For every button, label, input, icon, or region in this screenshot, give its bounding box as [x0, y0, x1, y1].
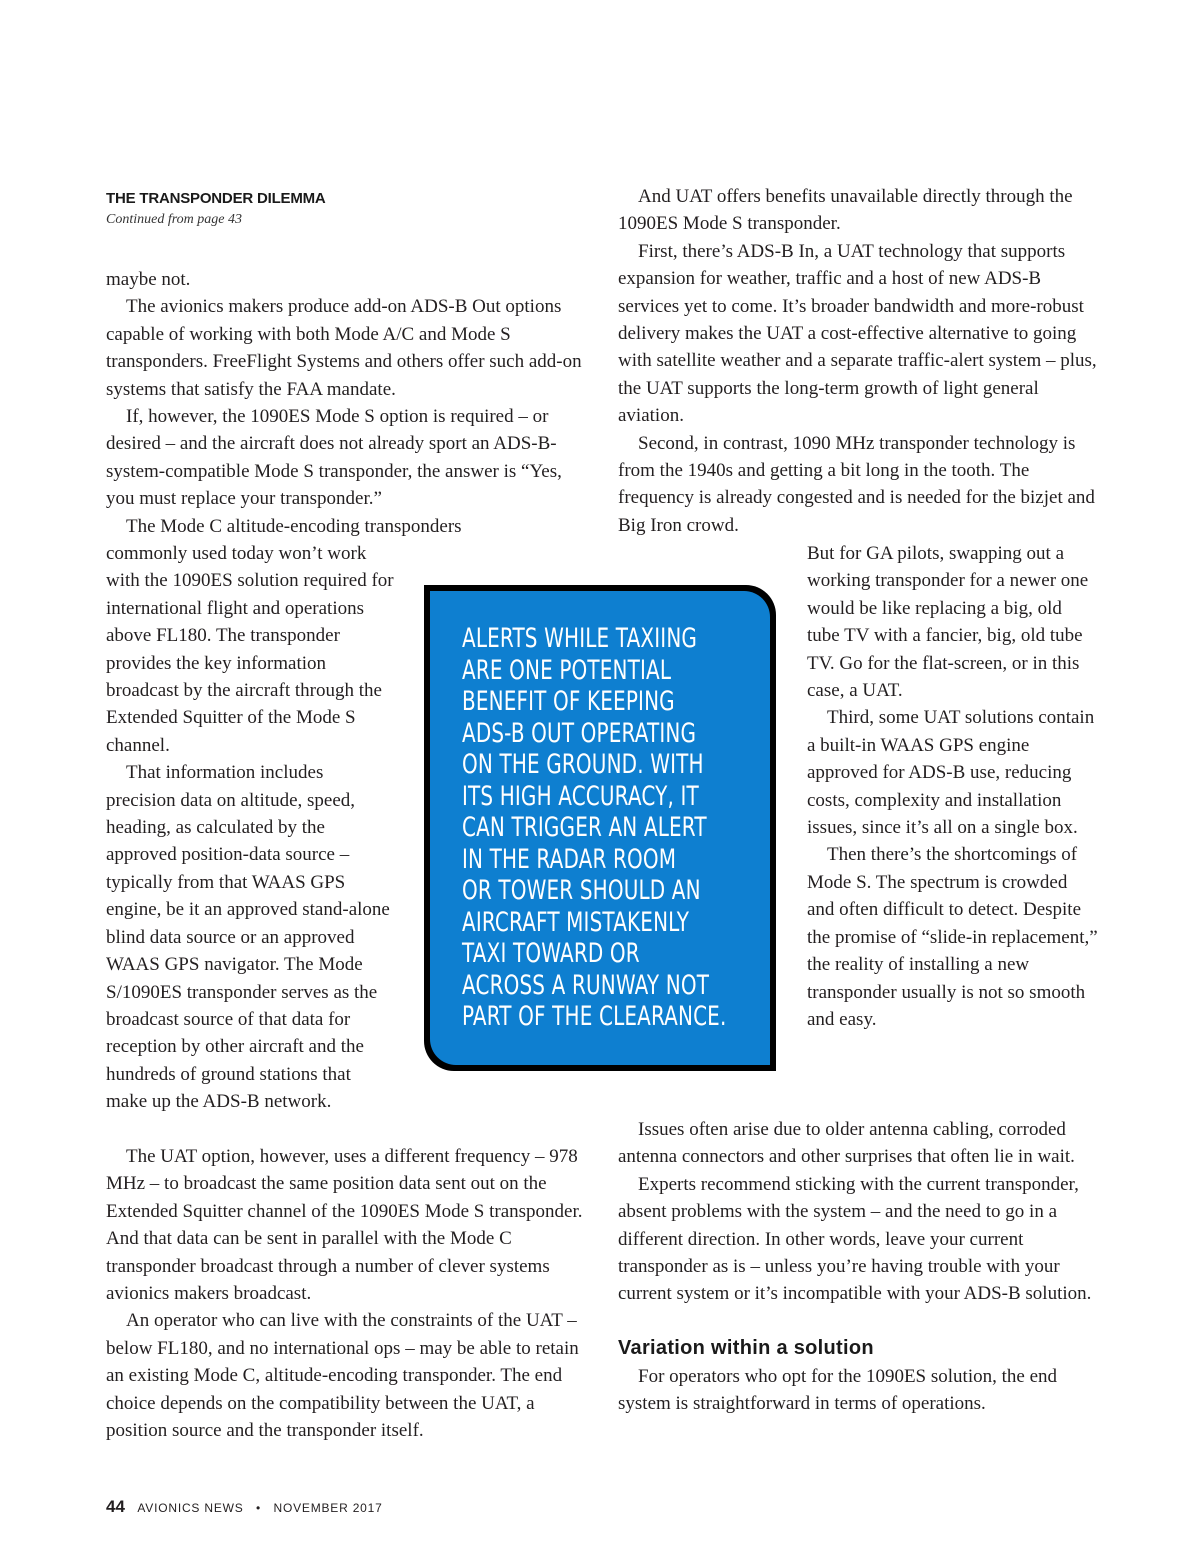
paragraph: And UAT offers benefits unavailable directly through the 1090ES Mode S transponder. — [618, 186, 1073, 235]
paragraph: Experts recommend sticking with the current transponder, absent problems with the system – and the need to go in a different direction. In other words, leave your current transponder as is – unless you’re having trouble with your current system or it’s incompatible with your ADS-B solution. — [618, 1173, 1092, 1305]
pull-quote-line: ARE ONE POTENTIAL — [462, 654, 672, 686]
pull-quote-line: ACROSS A RUNWAY NOT — [462, 969, 710, 1001]
column-2-narrow — [807, 540, 1099, 1033]
pull-quote-fill — [430, 591, 770, 1065]
paragraph: That information includes precision data on altitude, speed, heading, as calculated by the approved position-data source – typically from that WAAS GPS engine, be it an approved stand-alone blind data source or an approved WAAS GPS navigator. The Mode S/1090ES transponder serves as the broadcast source of that data for reception by other aircraft and the hundreds of ground stations that make up the ADS-B network. — [106, 762, 390, 1113]
issue-date: NOVEMBER 2017 — [273, 1501, 383, 1515]
column-1-narrow — [106, 540, 396, 1116]
column-1-top — [106, 266, 592, 540]
page-number: 44 — [106, 1497, 125, 1516]
column-1-bottom — [106, 1143, 592, 1444]
pull-quote-box — [424, 585, 776, 1071]
paragraph: Then there’s the shortcomings of Mode S. The spectrum is crowded and often difficult to detect. Despite the promise of “slide-in replacement,” the reality of installing a new transponder usually is not so smooth and easy. — [807, 844, 1098, 1030]
pull-quote-line: ADS-B OUT OPERATING — [462, 717, 697, 749]
pull-quote-line: ITS HIGH ACCURACY, IT — [462, 780, 699, 812]
paragraph: Issues often arise due to older antenna cabling, corroded antenna connectors and other surprises that often lie in wait. — [618, 1119, 1075, 1168]
pull-quote-line: CAN TRIGGER AN ALERT — [462, 812, 707, 843]
column-2-bottom — [618, 1116, 1098, 1417]
paragraph: If, however, the 1090ES Mode S option is required – or desired – and the aircraft does not already sport an ADS-B-system-compatible Mode S transponder, the answer is “Yes, you must replace your transponder.” — [106, 406, 562, 510]
paragraph: The Mode C altitude-encoding transponders — [126, 515, 462, 537]
pull-quote-line: PART OF THE CLEARANCE. — [462, 1001, 727, 1032]
pull-quote-line: ALERTS WHILE TAXIING — [462, 623, 698, 654]
footer-separator: • — [256, 1501, 262, 1515]
column-2-top — [618, 183, 1098, 539]
article-kicker: THE TRANSPONDER DILEMMA — [106, 190, 326, 207]
section-subhead: Variation within a solution — [618, 1337, 874, 1360]
page-footer — [106, 1497, 383, 1517]
paragraph: The UAT option, however, uses a different frequency – 978 MHz – to broadcast the same position data sent out on the Extended Squitter channel of the 1090ES Mode S transponder. And that data can be sent in parallel with the Mode C transponder broadcast through a number of clever systems avionics makers broadcast. — [106, 1146, 583, 1305]
paragraph: Second, in contrast, 1090 MHz transponder technology is from the 1940s and getting a bit long in the tooth. The frequency is already congested and is needed for the bizjet and Big Iron crowd. — [618, 432, 1095, 536]
publication-name: AVIONICS NEWS — [137, 1501, 244, 1515]
pull-quote-line: BENEFIT OF KEEPING — [462, 686, 675, 717]
paragraph: An operator who can live with the constraints of the UAT – below FL180, and no international ops – may be able to retain an existing Mode C, altitude-encoding transponder. The end choice depends on the compatibility between the UAT, a position source and the transponder itself. — [106, 1310, 579, 1442]
spacer — [618, 1308, 1098, 1335]
pull-quote-line: AIRCRAFT MISTAKENLY — [462, 906, 690, 938]
paragraph: Third, some UAT solutions contain a built-in WAAS GPS engine approved for ADS-B use, reducing costs, complexity and installation issues, since it’s all on a single box. — [807, 707, 1095, 839]
pull-quote-line: IN THE RADAR ROOM — [462, 843, 677, 875]
paragraph: maybe not. — [106, 269, 191, 290]
pull-quote-line: TAXI TOWARD OR — [462, 938, 640, 969]
paragraph: commonly used today won’t work with the 1090ES solution required for international flight and operations above FL180. The transponder provides the key information broadcast by the aircraft through the Extended Squitter of the Mode S channel. — [106, 543, 394, 756]
pull-quote-text — [462, 623, 727, 1033]
pull-quote-line: OR TOWER SHOULD AN — [462, 875, 701, 906]
paragraph: For operators who opt for the 1090ES solution, the end system is straightforward in terms of operations. — [618, 1365, 1058, 1415]
paragraph: The avionics makers produce add-on ADS-B Out options capable of working with both Mode A/C and Mode S transponders. FreeFlight Systems and others offer such add-on systems that satisfy the FAA mandate. — [106, 296, 582, 400]
pull-quote-line: ON THE GROUND. WITH — [462, 749, 704, 780]
paragraph: But for GA pilots, swapping out a working transponder for a newer one would be like replacing a big, old tube TV with a fancier, big, old tube TV. Go for the flat-screen, or in this case, a UAT. — [807, 543, 1089, 702]
paragraph: First, there’s ADS-B In, a UAT technology that supports expansion for weather, traffic and a host of new ADS-B services yet to come. It’s broader bandwidth and more-robust delivery makes the UAT a cost-effective alternative to going with satellite weather and a separate traffic-alert system – plus, the UAT supports the long-term growth of light general aviation. — [618, 240, 1097, 427]
continued-from-note: Continued from page 43 — [106, 212, 242, 227]
